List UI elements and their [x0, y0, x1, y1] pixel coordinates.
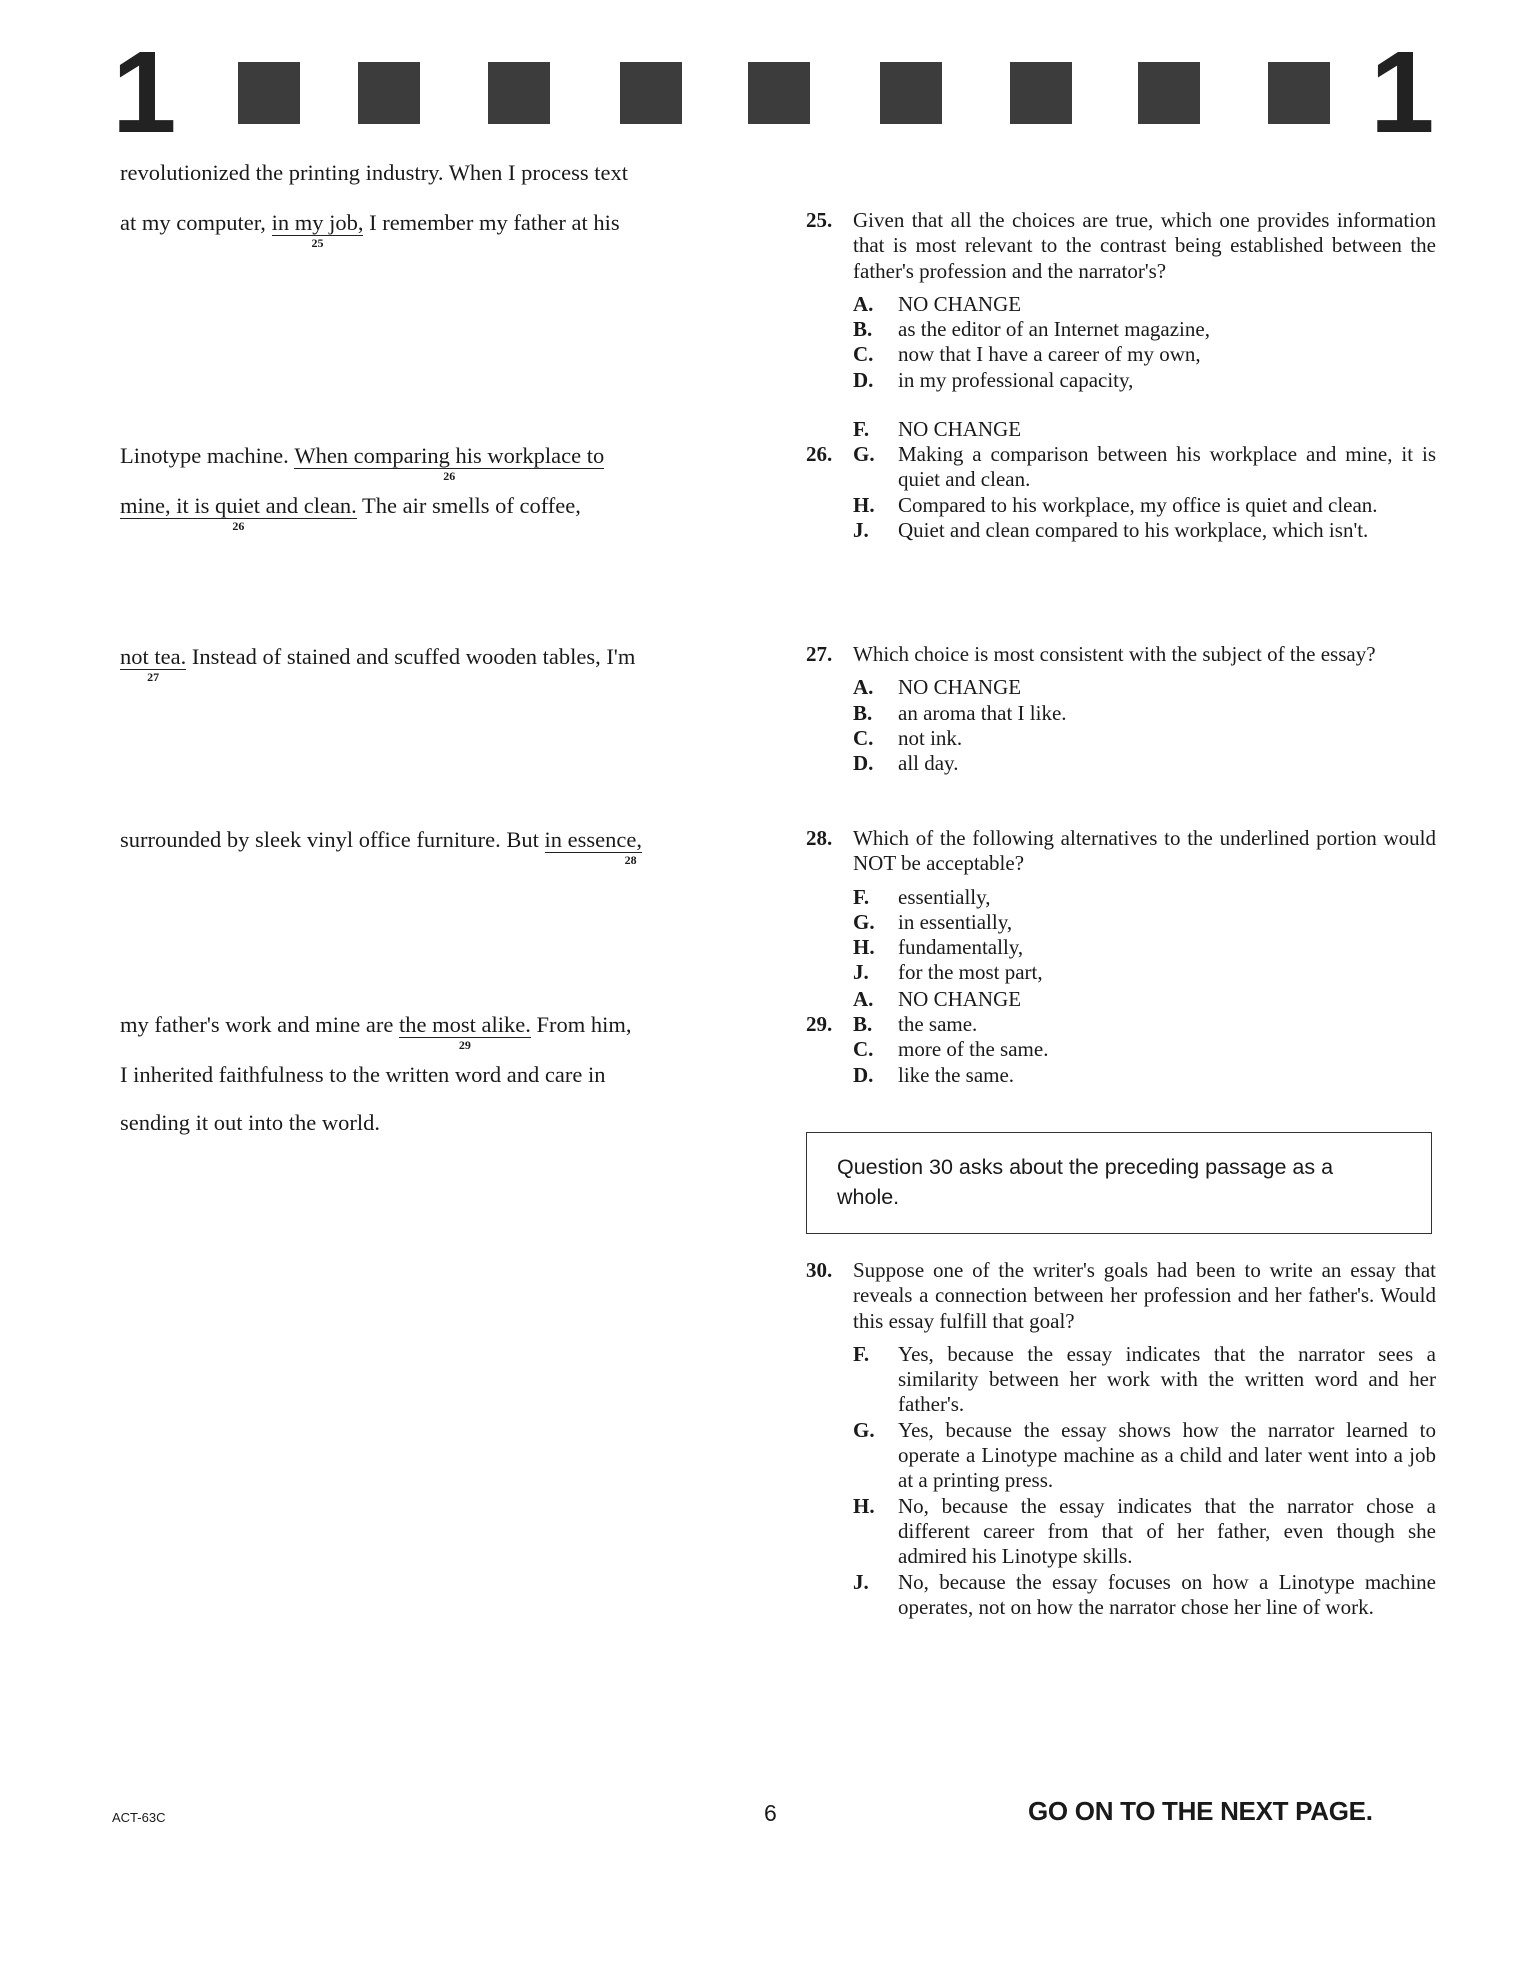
- passage-line: [120, 493, 581, 533]
- passage-line: [120, 827, 642, 867]
- option-letter: H.: [853, 935, 875, 960]
- answer-option[interactable]: [806, 1494, 1436, 1570]
- header-box-strip: [0, 62, 1530, 124]
- question-stem: Given that all the choices are true, which one provides information that is most relevant to the contrast being established between the father's profession and the narrator's?: [853, 208, 1436, 283]
- section-number-left: 1: [112, 27, 173, 157]
- passage-text: Linotype machine.: [120, 443, 295, 468]
- passage-line: [120, 210, 620, 250]
- underlined-text: not tea.: [120, 644, 187, 669]
- answer-option[interactable]: [806, 910, 1436, 935]
- option-text: an aroma that I like.: [898, 700, 1067, 725]
- option-letter: B.: [853, 317, 873, 342]
- passage-text: The air smells of coffee,: [356, 493, 581, 518]
- passage-line: [120, 644, 636, 684]
- question-28: [806, 826, 1436, 986]
- option-text: Compared to his workplace, my office is quiet and clean.: [898, 492, 1378, 517]
- option-letter: D.: [853, 1062, 874, 1087]
- question-marker-26: 26: [232, 518, 245, 533]
- option-text: now that I have a career of my own,: [898, 342, 1201, 367]
- option-text: for the most part,: [898, 960, 1043, 985]
- option-letter: B.: [853, 1012, 873, 1036]
- answer-option[interactable]: [806, 935, 1436, 960]
- passage-text: Instead of stained and scuffed wooden tables, I'm: [186, 644, 636, 669]
- question-number: 26.: [806, 442, 833, 466]
- passage-text: surrounded by sleek vinyl office furniture. But: [120, 827, 545, 852]
- question-marker-29: 29: [458, 1037, 471, 1052]
- header-box: [238, 62, 300, 124]
- passage-text: revolutionized the printing industry. When I process text: [120, 160, 629, 185]
- option-text: Making a comparison between his workplace and mine, it is quiet and clean.: [898, 442, 1436, 492]
- underlined-portion-25: [271, 210, 364, 250]
- answer-option[interactable]: [806, 442, 1436, 493]
- question-30: [806, 1258, 1436, 1620]
- passage-line: [120, 443, 605, 483]
- passage-text: at my computer,: [120, 210, 272, 235]
- option-text: like the same.: [898, 1062, 1015, 1087]
- option-letter: J.: [853, 1569, 869, 1594]
- answer-option[interactable]: [806, 960, 1436, 985]
- option-letter: D.: [853, 751, 874, 776]
- answer-option[interactable]: [806, 1012, 1436, 1037]
- option-letter: D.: [853, 367, 874, 392]
- question-number: 27.: [806, 642, 833, 666]
- passage-line: [120, 1012, 632, 1052]
- answer-option[interactable]: [806, 701, 1436, 726]
- question-stem: Which of the following alternatives to the underlined portion would NOT be acceptable?: [853, 826, 1436, 876]
- passage-text: From him,: [530, 1012, 632, 1037]
- option-letter: C.: [853, 342, 874, 367]
- option-letter: J.: [853, 960, 869, 985]
- option-letter: H.: [853, 492, 875, 517]
- option-text: No, because the essay focuses on how a Linotype machine operates, not on how the narrator chose her line of work.: [898, 1569, 1436, 1619]
- option-text: all day.: [898, 751, 959, 776]
- answer-option[interactable]: [806, 751, 1436, 776]
- passage-line: [120, 1062, 605, 1088]
- header-box: [748, 62, 810, 124]
- option-letter: H.: [853, 1493, 875, 1518]
- header-box: [1138, 62, 1200, 124]
- underlined-text: in essence,: [544, 827, 642, 852]
- option-text: more of the same.: [898, 1037, 1049, 1062]
- header-box: [488, 62, 550, 124]
- option-letter: A.: [853, 675, 874, 700]
- option-text: not ink.: [898, 725, 963, 750]
- option-text: NO CHANGE: [898, 986, 1022, 1011]
- underlined-text: in my job,: [271, 210, 364, 235]
- underlined-text: mine, it is quiet and clean.: [120, 493, 357, 518]
- underlined-portion-26a: [294, 443, 605, 483]
- section-number-right: 1: [1370, 27, 1431, 157]
- question-marker-27: 27: [147, 669, 160, 684]
- passage-line: [120, 160, 628, 186]
- answer-option[interactable]: [806, 1570, 1436, 1621]
- notice-text: Question 30 asks about the preceding passage as a whole.: [837, 1155, 1334, 1209]
- option-text: in my professional capacity,: [898, 367, 1134, 392]
- answer-option[interactable]: [806, 493, 1436, 518]
- question-marker-25: 25: [311, 235, 324, 250]
- underlined-portion-29: [398, 1012, 531, 1052]
- passage-text: I inherited faithfulness to the written word and care in: [120, 1062, 606, 1087]
- question-26: [806, 416, 1436, 543]
- option-letter: B.: [853, 700, 873, 725]
- answer-option[interactable]: [806, 1063, 1436, 1088]
- option-letter: F.: [853, 1341, 870, 1366]
- option-text: Yes, because the essay indicates that the narrator sees a similarity between her work with the written word and her father's.: [898, 1341, 1436, 1417]
- question-number: 25.: [806, 208, 833, 232]
- question-number: 29.: [806, 1012, 833, 1036]
- option-text: NO CHANGE: [898, 416, 1022, 441]
- answer-option[interactable]: [806, 1342, 1436, 1418]
- header-box: [1268, 62, 1330, 124]
- answer-option[interactable]: [806, 675, 1436, 700]
- passage-line: [120, 1110, 380, 1136]
- option-text: Yes, because the essay shows how the narrator learned to operate a Linotype machine as a child and later went into a job at a printing press.: [898, 1417, 1436, 1493]
- option-letter: A.: [853, 291, 874, 316]
- question-marker-26: 26: [443, 468, 456, 483]
- header-box: [1010, 62, 1072, 124]
- passage-text: my father's work and mine are: [120, 1012, 399, 1037]
- option-letter: J.: [853, 517, 869, 542]
- option-letter: C.: [853, 1037, 874, 1062]
- question-marker-28: 28: [624, 852, 637, 867]
- underlined-portion-28: [544, 827, 642, 867]
- option-letter: F.: [853, 416, 870, 441]
- option-text: as the editor of an Internet magazine,: [898, 317, 1210, 342]
- header-box: [880, 62, 942, 124]
- next-page-notice: GO ON TO THE NEXT PAGE.: [1028, 1796, 1373, 1826]
- question-stem: Suppose one of the writer's goals had been to write an essay that reveals a connection between her profession and her father's. Would this essay fulfill that goal?: [853, 1258, 1436, 1333]
- answer-option[interactable]: [806, 292, 1436, 317]
- option-letter: G.: [853, 442, 875, 466]
- option-text: NO CHANGE: [898, 675, 1022, 700]
- answer-option[interactable]: [806, 885, 1436, 910]
- header-box: [620, 62, 682, 124]
- option-letter: G.: [853, 909, 875, 934]
- question-number: 28.: [806, 826, 833, 850]
- underlined-text: the most alike.: [398, 1012, 531, 1037]
- answer-option[interactable]: [806, 368, 1436, 393]
- option-text: in essentially,: [898, 909, 1013, 934]
- question-25: [806, 208, 1436, 393]
- passage-text: I remember my father at his: [363, 210, 620, 235]
- option-text: NO CHANGE: [898, 291, 1022, 316]
- question-stem: Which choice is most consistent with the subject of the essay?: [853, 642, 1376, 666]
- question-27: [806, 642, 1436, 776]
- option-letter: C.: [853, 725, 874, 750]
- question-number: 30.: [806, 1258, 833, 1282]
- option-text: the same.: [898, 1012, 978, 1036]
- form-code: ACT-63C: [112, 1810, 166, 1825]
- answer-option[interactable]: [806, 518, 1436, 543]
- underlined-text: When comparing his workplace to: [294, 443, 605, 468]
- header-box: [358, 62, 420, 124]
- answer-option[interactable]: [806, 1418, 1436, 1494]
- answer-option[interactable]: [806, 317, 1436, 342]
- page-number: 6: [764, 1800, 777, 1826]
- underlined-portion-26b: [120, 493, 357, 533]
- passage-whole-notice: [806, 1132, 1432, 1234]
- question-29: [806, 986, 1436, 1088]
- answer-option[interactable]: [806, 417, 1436, 442]
- answer-option[interactable]: [806, 987, 1436, 1012]
- option-text: No, because the essay indicates that the narrator chose a different career from that of her father, even though she admired his Linotype skills.: [898, 1493, 1436, 1569]
- option-text: essentially,: [898, 884, 991, 909]
- answer-option[interactable]: [806, 1037, 1436, 1062]
- option-letter: F.: [853, 884, 870, 909]
- option-text: Quiet and clean compared to his workplace, which isn't.: [898, 517, 1369, 542]
- answer-option[interactable]: [806, 726, 1436, 751]
- option-letter: G.: [853, 1417, 875, 1442]
- passage-text: sending it out into the world.: [120, 1110, 380, 1135]
- answer-option[interactable]: [806, 342, 1436, 367]
- option-letter: A.: [853, 986, 874, 1011]
- option-text: fundamentally,: [898, 935, 1024, 960]
- underlined-portion-27: [120, 644, 187, 684]
